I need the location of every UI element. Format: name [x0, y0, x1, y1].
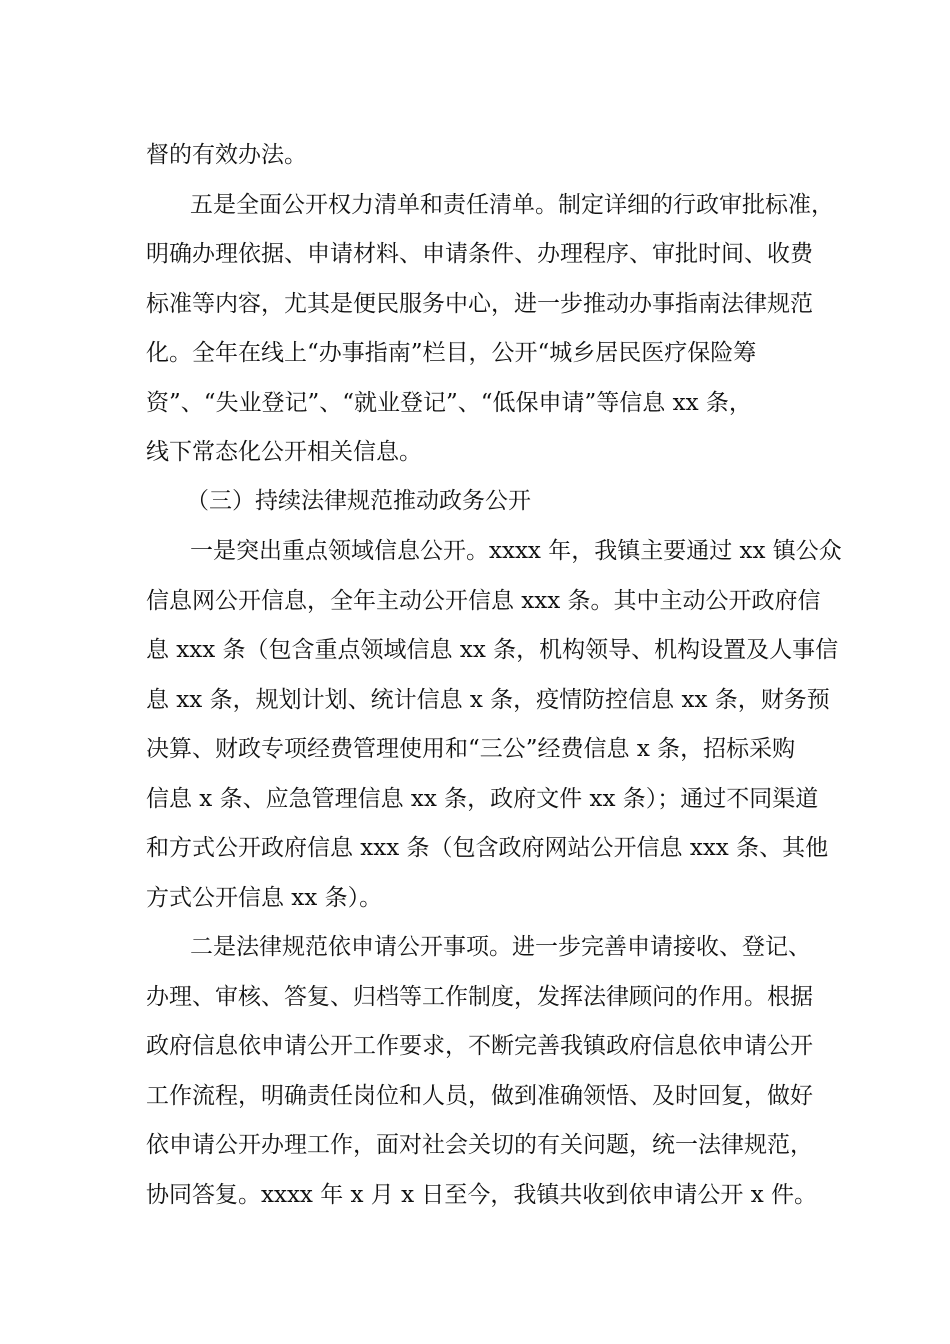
- text-line: 和方式公开政府信息 xxx 条（包含政府网站公开信息 xxx 条、其他: [146, 835, 829, 861]
- text-line: 化。全年在线上“办事指南”栏目，公开“城乡居民医疗保险筹: [146, 340, 757, 366]
- text-line: 政府信息依申请公开工作要求，不断完善我镇政府信息依申请公开: [146, 1033, 813, 1059]
- text-line: 资”、“失业登记”、“就业登记”、“低保申请”等信息 xx 条，: [146, 390, 752, 416]
- text-line: 信息 x 条、应急管理信息 xx 条，政府文件 xx 条）；通过不同渠道: [146, 786, 819, 812]
- text-line: 标准等内容，尤其是便民服务中心，进一步推动办事指南法律规范: [146, 291, 813, 317]
- text-line: 明确办理依据、申请材料、申请条件、办理程序、审批时间、收费: [146, 241, 813, 267]
- text-line: 线下常态化公开相关信息。: [146, 439, 422, 465]
- text-line: 息 xxx 条（包含重点领域信息 xx 条，机构领导、机构设置及人事信: [146, 637, 839, 663]
- text-line: 协同答复。xxxx 年 x 月 x 日至今，我镇共收到依申请公开 x 件。: [146, 1182, 817, 1208]
- text-line: 依申请公开办理工作，面对社会关切的有关问题，统一法律规范，: [146, 1132, 813, 1158]
- section-heading: （三）持续法律规范推动政务公开: [186, 488, 531, 514]
- text-line: 工作流程，明确责任岗位和人员，做到准确领悟、及时回复，做好: [146, 1083, 813, 1109]
- text-line: 五是全面公开权力清单和责任清单。制定详细的行政审批标准，: [190, 192, 834, 218]
- text-line: 决算、财政专项经费管理使用和“三公”经费信息 x 条，招标采购: [146, 736, 796, 762]
- text-line: 督的有效办法。: [146, 142, 307, 168]
- text-line: 方式公开信息 xx 条）。: [146, 885, 383, 911]
- text-line: 一是突出重点领域信息公开。xxxx 年，我镇主要通过 xx 镇公众: [190, 538, 842, 564]
- text-line: 息 xx 条，规划计划、统计信息 x 条，疫情防控信息 xx 条，财务预: [146, 687, 830, 713]
- text-line: 办理、审核、答复、归档等工作制度，发挥法律顾问的作用。根据: [146, 984, 813, 1010]
- text-line: 二是法律规范依申请公开事项。进一步完善申请接收、登记、: [190, 934, 811, 960]
- text-line: 信息网公开信息，全年主动公开信息 xxx 条。其中主动公开政府信: [146, 588, 821, 614]
